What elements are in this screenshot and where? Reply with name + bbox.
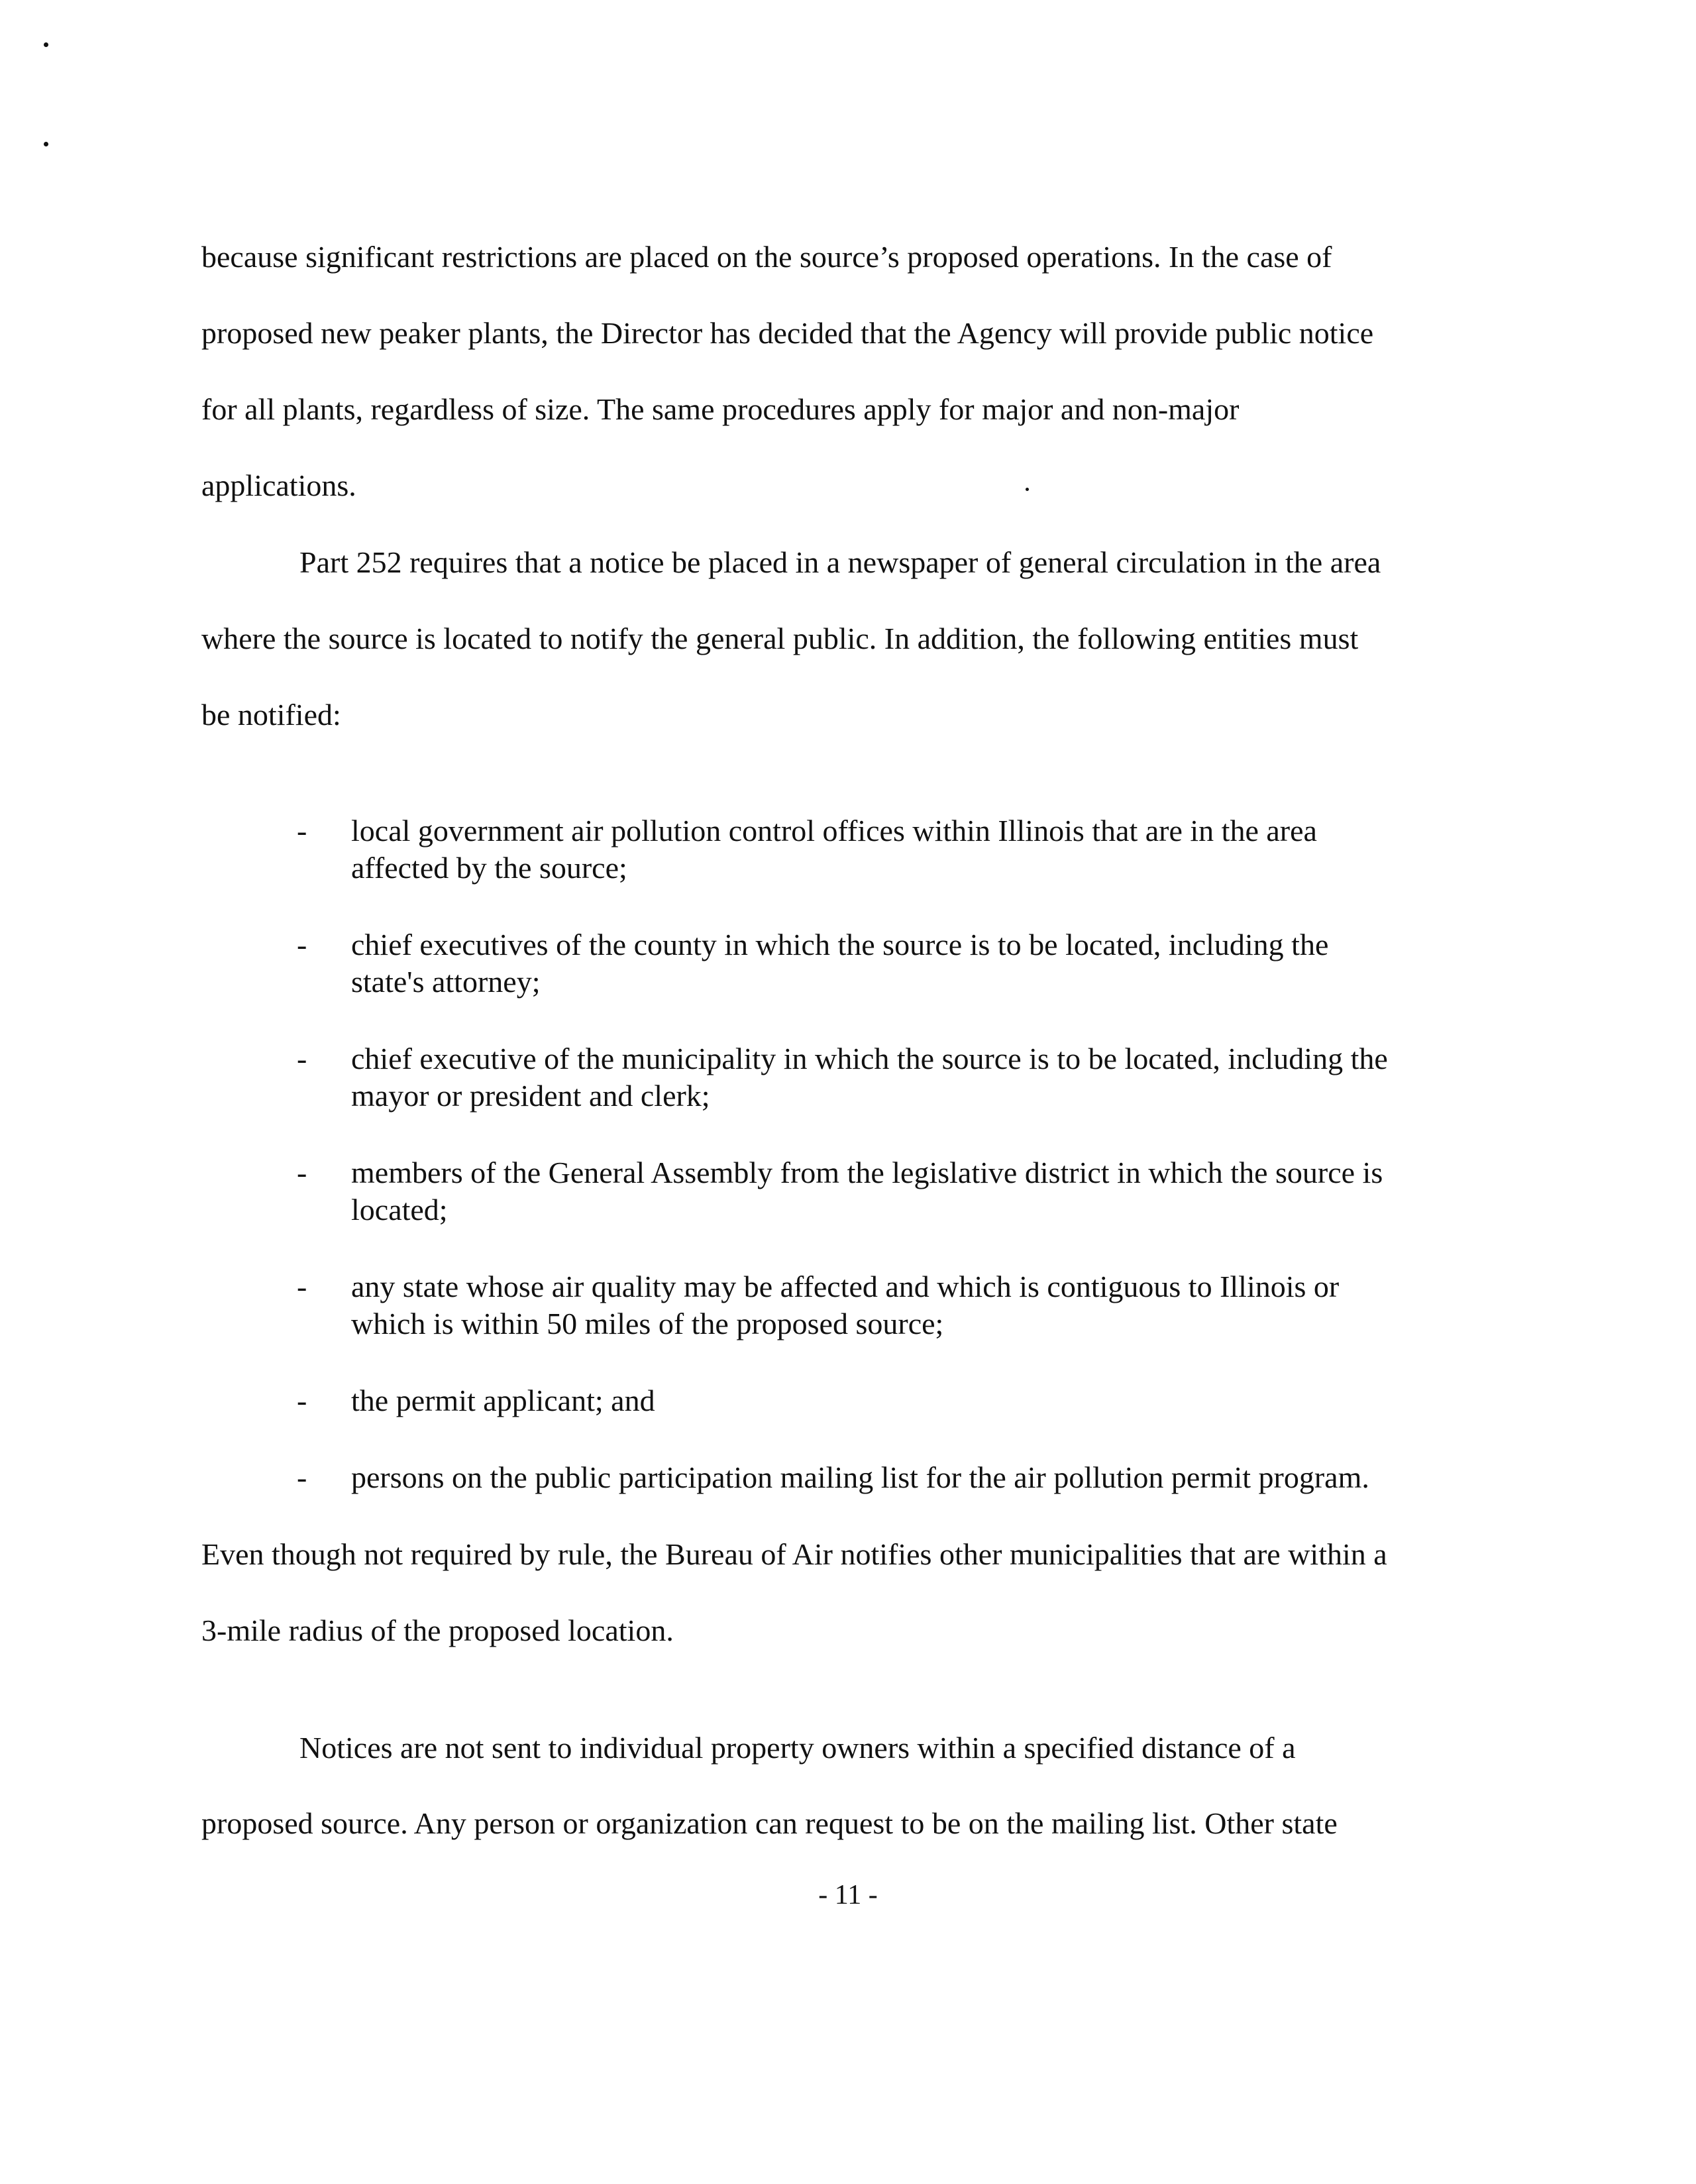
bullet-marker: - xyxy=(297,1270,307,1303)
bullet-marker: - xyxy=(297,1460,307,1494)
page-number: - 11 - xyxy=(818,1880,878,1910)
list-item-line: any state whose air quality may be affected and which is contiguous to Illinois or xyxy=(351,1270,1340,1303)
paragraph-1-line-4: applications. xyxy=(201,468,356,502)
paragraph-1-line-2: proposed new peaker plants, the Director has decided that the Agency will provide public notice xyxy=(201,316,1374,350)
bullet-marker: - xyxy=(297,928,307,961)
bullet-marker: - xyxy=(297,1042,307,1075)
list-item-line: affected by the source; xyxy=(351,851,627,885)
list-item-line: state's attorney; xyxy=(351,965,541,999)
list-item-line: chief executive of the municipality in which the source is to be located, including the xyxy=(351,1042,1388,1075)
list-item-line: located; xyxy=(351,1193,448,1227)
paragraph-1-line-1: because significant restrictions are placed on the source’s proposed operations. In the case of xyxy=(201,240,1332,274)
after-list-line-1: Even though not required by rule, the Bureau of Air notifies other municipalities that are within a xyxy=(201,1537,1387,1571)
paragraph-2-line-2: where the source is located to notify the general public. In addition, the following entities must xyxy=(201,622,1359,655)
paragraph-1-line-3: for all plants, regardless of size. The same procedures apply for major and non-major xyxy=(201,392,1240,426)
scan-speck xyxy=(44,42,48,47)
list-item-line: members of the General Assembly from the legislative district in which the source is xyxy=(351,1156,1383,1189)
bullet-marker: - xyxy=(297,1156,307,1189)
list-item-line: chief executives of the county in which the source is to be located, including the xyxy=(351,928,1329,961)
after-list-line-2: 3-mile radius of the proposed location. xyxy=(201,1613,674,1647)
bullet-marker: - xyxy=(297,814,307,847)
list-item-line: which is within 50 miles of the proposed source; xyxy=(351,1307,944,1340)
list-item-line: the permit applicant; and xyxy=(351,1384,655,1417)
list-item-line: persons on the public participation mailing list for the air pollution permit program. xyxy=(351,1460,1369,1494)
final-paragraph-line-1: Notices are not sent to individual property owners within a specified distance of a xyxy=(299,1731,1296,1765)
scan-speck xyxy=(1026,488,1029,491)
scan-speck xyxy=(44,142,48,146)
final-paragraph-line-2: proposed source. Any person or organization can request to be on the mailing list. Other state xyxy=(201,1806,1338,1840)
list-item-line: mayor or president and clerk; xyxy=(351,1079,710,1113)
list-item-line: local government air pollution control offices within Illinois that are in the area xyxy=(351,814,1317,847)
bullet-marker: - xyxy=(297,1384,307,1417)
paragraph-2-line-1: Part 252 requires that a notice be placed in a newspaper of general circulation in the area xyxy=(299,545,1381,579)
paragraph-2-line-3: be notified: xyxy=(201,698,341,732)
